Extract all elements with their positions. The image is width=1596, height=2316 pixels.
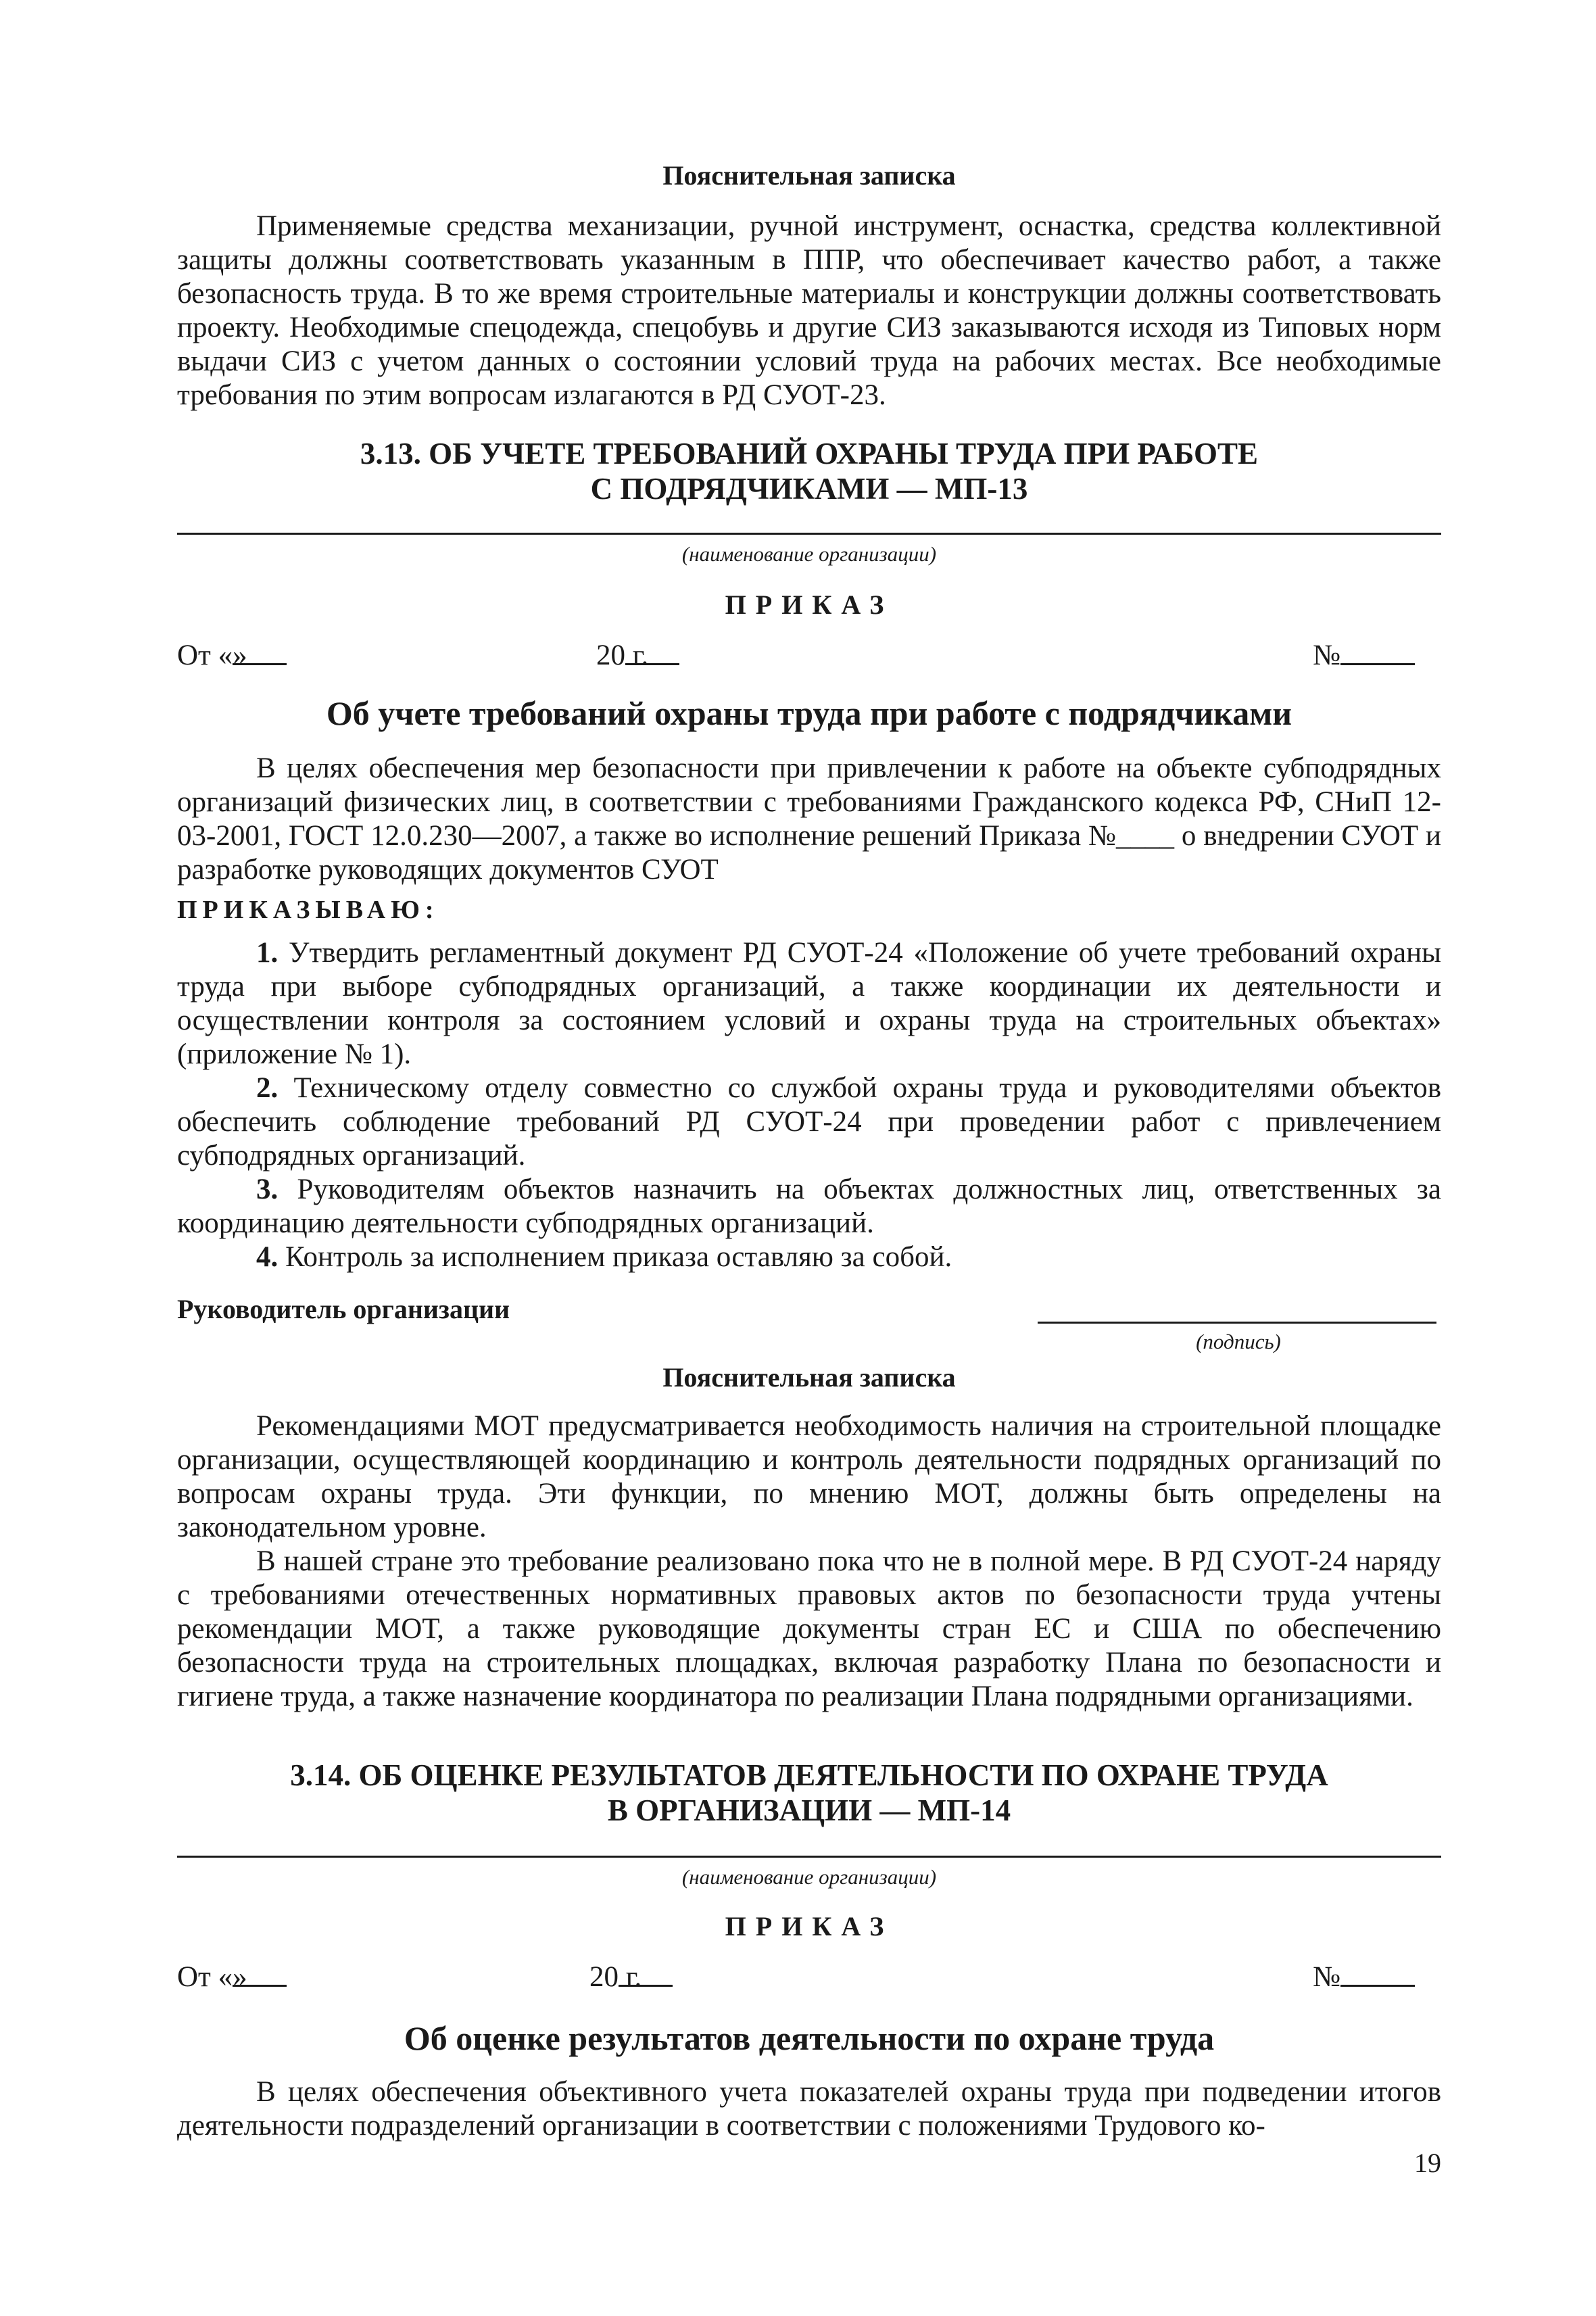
org-name-caption-2: (наименование организации) — [681, 1865, 937, 1889]
order-item: 3. Руководителям объектов назначить на объектах должностных лиц, ответственных за координацию деятельности субподрядных организаций. — [177, 1174, 1441, 1239]
number-blank-2 — [1340, 1960, 1415, 1987]
order-item: 2. Техническому отделу совместно со службой охраны труда и руководителями объектов обеспечить соблюдение требований РД СУОТ-24 при проведении работ с привлечением субподрядных организаций. — [177, 1072, 1441, 1172]
order-date-line-2 — [177, 1960, 1441, 1994]
order-title-2: Об оценке результатов деятельности по охране труда — [404, 2019, 1215, 2057]
section14-heading-line1: 3.14. ОБ ОЦЕНКЕ РЕЗУЛЬТАТОВ ДЕЯТЕЛЬНОСТИ ПО ОХРАНЕ ТРУДА — [290, 1758, 1328, 1792]
section13-heading-line1: 3.13. ОБ УЧЕТЕ ТРЕБОВАНИЙ ОХРАНЫ ТРУДА ПРИ РАБОТЕ — [360, 437, 1259, 471]
year-label: 20 г. — [596, 639, 648, 673]
date-from-label-2: От « » — [177, 1960, 247, 1994]
note1-text: Применяемые средства механизации, ручной инструмент, оснастка, средства коллективной защиты должны соответствовать указанным в ППР, что обеспечивает качество работ, а также безопасность труда. В то же время строительные материалы и конструкции должны соответствовать проекту. Необходимые спецодежда, спецобувь и другие СИЗ заказываются исходя из Типовых норм выдачи СИЗ с учетом данных о состоянии условий труда на рабочих местах. Все необходимые требования по этим вопросам излагаются в РД СУОТ-23. — [177, 210, 1441, 411]
order-preamble-2: В целях обеспечения объективного учета показателей охраны труда при подведении итогов деятельности подразделений организации в соответствии с положениями Трудового ко- — [177, 2076, 1441, 2142]
day-blank-2 — [233, 1960, 287, 1987]
order-item: 4. Контроль за исполнением приказа оставляю за собой. — [256, 1241, 952, 1273]
note1-heading: Пояснительная записка — [662, 160, 956, 191]
section13-heading — [177, 436, 1441, 506]
day-blank — [233, 639, 287, 665]
order-word: ПРИКАЗ — [725, 589, 894, 620]
signer-label: Руководитель организации — [177, 1294, 510, 1324]
date-from-label: От « » — [177, 639, 247, 673]
year-label-2: 20 г. — [589, 1960, 642, 1994]
org-name-line — [177, 533, 1441, 535]
section14-heading — [177, 1758, 1441, 1828]
order-number-label: № — [1313, 639, 1340, 673]
order-preamble: В целях обеспечения мер безопасности при привлечении к работе на объекте субподрядных организаций физических лиц, в соответствии с требованиями Гражданского кодекса РФ, СНиП 12-03-2001, ГОСТ 12.0.230—2007, а также во исполнение решений Приказа №____ о внедрении СУОТ и разработке руководящих документов СУОТ — [177, 752, 1441, 886]
order-number-label-2: № — [1313, 1960, 1340, 1994]
year-blank-2 — [619, 1960, 673, 1987]
page-number: 19 — [1414, 2148, 1441, 2178]
signature-caption: (подпись) — [1196, 1330, 1281, 1353]
org-name-caption: (наименование организации) — [681, 542, 937, 566]
org-name-line-2 — [177, 1856, 1441, 1858]
document-page — [177, 0, 1441, 2316]
note2-heading: Пояснительная записка — [662, 1362, 956, 1393]
order-title: Об учете требований охраны труда при работе с подрядчиками — [326, 694, 1292, 732]
year-blank — [625, 639, 679, 665]
order-date-line — [177, 639, 1441, 673]
order-word-2: ПРИКАЗ — [725, 1911, 894, 1941]
order-item: 1. Утвердить регламентный документ РД СУОТ-24 «Положение об учете требований охраны труда при выборе субподрядных организаций, а также координации их деятельности и осуществлении контроля за состоянием условий и охраны труда на строительных объектах» (приложение № 1). — [177, 937, 1442, 1070]
number-blank — [1340, 639, 1415, 665]
note2-para2: В нашей стране это требование реализовано пока что не в полной мере. В РД СУОТ-24 наряду с требованиями отечественных нормативных правовых актов по безопасности труда учтены рекомендации МОТ, а также руководящие документы стран ЕС и США по обеспечению безопасности труда на строительных площадках, включая разработку Плана по безопасности и гигиене труда, а также назначение координатора по реализации Плана подрядными организациями. — [177, 1545, 1441, 1712]
order-items — [177, 936, 1441, 1274]
order-verb: ПРИКАЗЫВАЮ: — [177, 896, 439, 924]
section14-heading-line2: В ОРГАНИЗАЦИИ — МП-14 — [607, 1793, 1011, 1827]
note2-para1: Рекомендациями МОТ предусматривается необходимость наличия на строительной площадке организации, осуществляющей координацию и контроль деятельности подрядных организаций по вопросам охраны труда. Эти функции, по мнению МОТ, должны быть определены на законодательном уровне. — [177, 1410, 1441, 1543]
signature-line — [1038, 1322, 1436, 1324]
section13-heading-line2: С ПОДРЯДЧИКАМИ — МП-13 — [590, 472, 1028, 506]
